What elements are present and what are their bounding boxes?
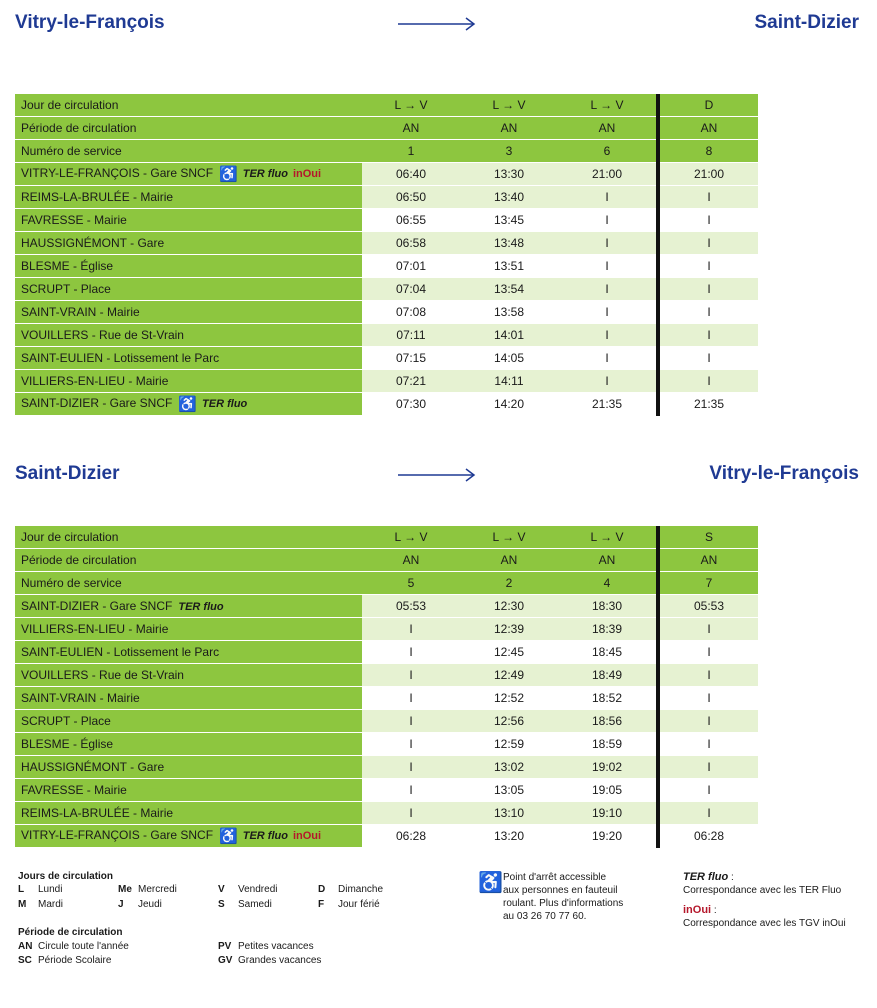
header-label: Numéro de service xyxy=(15,140,362,163)
time-cell: 13:40 xyxy=(460,186,558,209)
time-cell: 13:20 xyxy=(460,825,558,848)
time-cell: 13:45 xyxy=(460,209,558,232)
table-row xyxy=(15,163,758,186)
stop-name: SAINT-VRAIN - Mairie xyxy=(21,305,140,319)
time-cell: I xyxy=(658,641,758,664)
destination-label: Vitry-le-François xyxy=(709,463,859,484)
time-cell: 13:02 xyxy=(460,756,558,779)
header-cell: 3 xyxy=(460,140,558,163)
stop-name: REIMS-LA-BRULÉE - Mairie xyxy=(21,190,174,204)
wheelchair-icon: ♿ xyxy=(219,827,238,845)
stop-name-cell xyxy=(15,301,362,324)
stop-name-cell xyxy=(15,255,362,278)
header-cell: 4 xyxy=(558,572,658,595)
time-cell: 12:49 xyxy=(460,664,558,687)
legend-item: D Dimanche xyxy=(318,884,384,895)
time-cell: 07:11 xyxy=(362,324,460,347)
stop-name-cell xyxy=(15,324,362,347)
origin-label: Vitry-le-François xyxy=(15,12,165,33)
direction-header-2 xyxy=(0,463,877,493)
legend-item: PV Petites vacances xyxy=(218,941,314,952)
time-cell: I xyxy=(362,802,460,825)
table-row xyxy=(15,232,758,255)
stop-name: VILLIERS-EN-LIEU - Mairie xyxy=(21,374,169,388)
stop-name-cell xyxy=(15,370,362,393)
tgv-inoui-logo: inOui xyxy=(292,830,322,843)
legend-item: Me Mercredi xyxy=(118,884,177,895)
timetable-1 xyxy=(15,94,758,416)
header-row xyxy=(15,140,758,163)
stop-name: FAVRESSE - Mairie xyxy=(21,213,127,227)
header-cell: 5 xyxy=(362,572,460,595)
time-cell: 06:28 xyxy=(658,825,758,848)
header-cell: 1 xyxy=(362,140,460,163)
stop-name: VITRY-LE-FRANÇOIS - Gare SNCF xyxy=(21,828,214,843)
stop-name-cell xyxy=(15,664,362,687)
time-cell: I xyxy=(558,324,658,347)
header-cell: 2 xyxy=(460,572,558,595)
time-cell: 19:02 xyxy=(558,756,658,779)
time-cell: I xyxy=(658,756,758,779)
time-cell: I xyxy=(362,687,460,710)
header-cell: AN xyxy=(558,117,658,140)
time-cell: 14:20 xyxy=(460,393,558,416)
stop-name-cell xyxy=(15,595,362,618)
time-cell: I xyxy=(362,756,460,779)
legend-item: V Vendredi xyxy=(218,884,278,895)
header-cell: D xyxy=(658,94,758,117)
stop-name-cell xyxy=(15,733,362,756)
time-cell: I xyxy=(362,710,460,733)
time-cell: 12:39 xyxy=(460,618,558,641)
header-label: Jour de circulation xyxy=(15,526,362,549)
arrow-right-icon xyxy=(398,14,478,34)
time-cell: 05:53 xyxy=(362,595,460,618)
ter-desc: Correspondance avec les TER Fluo xyxy=(683,885,842,896)
time-cell: 21:35 xyxy=(558,393,658,416)
time-cell: I xyxy=(658,664,758,687)
header-label: Période de circulation xyxy=(15,117,362,140)
time-cell: I xyxy=(362,641,460,664)
time-cell: 19:10 xyxy=(558,802,658,825)
header-label: Période de circulation xyxy=(15,549,362,572)
time-cell: I xyxy=(558,301,658,324)
time-cell: 12:30 xyxy=(460,595,558,618)
legend-item: GV Grandes vacances xyxy=(218,955,322,966)
time-cell: 19:20 xyxy=(558,825,658,848)
header-cell: AN xyxy=(460,117,558,140)
table-row xyxy=(15,756,758,779)
time-cell: 21:00 xyxy=(558,163,658,186)
time-cell: 18:52 xyxy=(558,687,658,710)
ter-fluo-logo: TER fluo xyxy=(242,168,288,181)
wheelchair-icon: ♿ xyxy=(478,872,503,894)
time-cell: I xyxy=(658,733,758,756)
header-cell: 6 xyxy=(558,140,658,163)
stop-name: HAUSSIGNÉMONT - Gare xyxy=(21,760,165,774)
stop-name: VOUILLERS - Rue de St-Vrain xyxy=(21,328,184,342)
stop-name-cell xyxy=(15,232,362,255)
header-cell: L → V xyxy=(558,94,658,117)
time-cell: 13:10 xyxy=(460,802,558,825)
header-row xyxy=(15,572,758,595)
legend-item: S Samedi xyxy=(218,899,272,910)
table-row xyxy=(15,618,758,641)
time-cell: 06:50 xyxy=(362,186,460,209)
table-row xyxy=(15,687,758,710)
stop-name-cell xyxy=(15,825,362,848)
tgv-inoui-logo: inOui xyxy=(683,904,712,916)
header-cell: L → V xyxy=(362,526,460,549)
time-cell: I xyxy=(362,779,460,802)
time-cell: I xyxy=(362,618,460,641)
wheelchair-icon: ♿ xyxy=(178,395,198,413)
time-cell: 18:49 xyxy=(558,664,658,687)
time-cell: 21:35 xyxy=(658,393,758,416)
stop-name: SCRUPT - Place xyxy=(21,282,111,296)
stop-name: BLESME - Église xyxy=(21,737,114,751)
stop-name-cell xyxy=(15,710,362,733)
time-cell: 14:05 xyxy=(460,347,558,370)
time-cell: 19:05 xyxy=(558,779,658,802)
tgv-legend: inOui : xyxy=(683,904,717,916)
origin-label: Saint-Dizier xyxy=(15,463,120,484)
time-cell: I xyxy=(658,618,758,641)
legend-item: AN Circule toute l'année xyxy=(18,941,129,952)
header-label: Jour de circulation xyxy=(15,94,362,117)
stop-name: VITRY-LE-FRANÇOIS - Gare SNCF xyxy=(21,166,214,181)
time-cell: 06:55 xyxy=(362,209,460,232)
time-cell: I xyxy=(558,278,658,301)
table-row xyxy=(15,664,758,687)
header-cell: L → V xyxy=(362,94,460,117)
header-label: Numéro de service xyxy=(15,572,362,595)
stop-name: SAINT-DIZIER - Gare SNCF xyxy=(21,599,173,613)
ter-fluo-logo: TER fluo xyxy=(242,830,288,843)
header-row xyxy=(15,94,758,117)
arrow-right-icon xyxy=(398,465,478,485)
stop-name-cell xyxy=(15,278,362,301)
time-cell: 12:45 xyxy=(460,641,558,664)
time-cell: 07:04 xyxy=(362,278,460,301)
time-cell: 06:28 xyxy=(362,825,460,848)
time-cell: 12:52 xyxy=(460,687,558,710)
stop-name-cell xyxy=(15,802,362,825)
ter-fluo-logo: TER fluo xyxy=(178,600,224,613)
legend-connections xyxy=(683,871,863,929)
time-cell: 12:56 xyxy=(460,710,558,733)
stop-name-cell xyxy=(15,618,362,641)
time-cell: 07:08 xyxy=(362,301,460,324)
stop-name: SAINT-EULIEN - Lotissement le Parc xyxy=(21,351,220,365)
time-cell: I xyxy=(658,186,758,209)
header-cell: L → V xyxy=(460,526,558,549)
table-row xyxy=(15,301,758,324)
stop-name: SAINT-DIZIER - Gare SNCF xyxy=(21,396,173,411)
stop-name-cell xyxy=(15,209,362,232)
time-cell: 06:40 xyxy=(362,163,460,186)
wheelchair-icon: ♿ xyxy=(219,165,238,183)
time-cell: I xyxy=(658,710,758,733)
table-row xyxy=(15,278,758,301)
table-row xyxy=(15,779,758,802)
header-cell: S xyxy=(658,526,758,549)
header-row xyxy=(15,549,758,572)
time-cell: I xyxy=(558,209,658,232)
stop-name-cell xyxy=(15,163,362,186)
stop-name-cell xyxy=(15,393,362,416)
table-row xyxy=(15,710,758,733)
header-row xyxy=(15,526,758,549)
header-cell: AN xyxy=(658,117,758,140)
header-row xyxy=(15,117,758,140)
time-cell: 05:53 xyxy=(658,595,758,618)
legend-item: L Lundi xyxy=(18,884,63,895)
stop-name-cell xyxy=(15,687,362,710)
header-cell: AN xyxy=(362,117,460,140)
table-row xyxy=(15,347,758,370)
time-cell: I xyxy=(658,324,758,347)
time-cell: I xyxy=(658,301,758,324)
time-cell: 18:30 xyxy=(558,595,658,618)
header-cell: AN xyxy=(460,549,558,572)
legend-item: J Jeudi xyxy=(118,899,162,910)
stop-name: SAINT-VRAIN - Mairie xyxy=(21,691,140,705)
ter-legend: TER fluo : xyxy=(683,871,734,883)
legend-item: SC Période Scolaire xyxy=(18,955,112,966)
destination-label: Saint-Dizier xyxy=(754,12,859,33)
time-cell: 13:48 xyxy=(460,232,558,255)
table-row xyxy=(15,209,758,232)
time-cell: 12:59 xyxy=(460,733,558,756)
time-cell: I xyxy=(658,687,758,710)
stop-name-cell xyxy=(15,347,362,370)
time-cell: 18:59 xyxy=(558,733,658,756)
time-cell: I xyxy=(658,232,758,255)
time-cell: I xyxy=(658,278,758,301)
time-cell: 18:39 xyxy=(558,618,658,641)
header-cell: 8 xyxy=(658,140,758,163)
time-cell: 13:30 xyxy=(460,163,558,186)
time-cell: 13:51 xyxy=(460,255,558,278)
stop-name-cell xyxy=(15,779,362,802)
header-cell: AN xyxy=(558,549,658,572)
stop-name: REIMS-LA-BRULÉE - Mairie xyxy=(21,806,174,820)
table-row xyxy=(15,370,758,393)
legend-days xyxy=(18,871,418,1001)
time-cell: 13:05 xyxy=(460,779,558,802)
time-cell: I xyxy=(558,370,658,393)
accessibility-text: Point d'arrêt accessible aux personnes en fauteuil roulant. Plus d'informations au 03 26 70 77 60. xyxy=(503,872,624,922)
time-cell: I xyxy=(658,347,758,370)
table-row xyxy=(15,255,758,278)
table-row xyxy=(15,595,758,618)
header-cell: AN xyxy=(362,549,460,572)
table-row xyxy=(15,733,758,756)
direction-header-1 xyxy=(0,12,877,42)
time-cell: I xyxy=(658,802,758,825)
time-cell: 13:54 xyxy=(460,278,558,301)
ter-fluo-logo: TER fluo xyxy=(202,398,248,411)
stop-name: SAINT-EULIEN - Lotissement le Parc xyxy=(21,645,220,659)
stop-name-cell xyxy=(15,186,362,209)
time-cell: I xyxy=(558,186,658,209)
stop-name-cell xyxy=(15,756,362,779)
time-cell: 07:01 xyxy=(362,255,460,278)
legend-item: F Jour férié xyxy=(318,899,380,910)
time-cell: 13:58 xyxy=(460,301,558,324)
stop-name: VILLIERS-EN-LIEU - Mairie xyxy=(21,622,169,636)
tgv-inoui-logo: inOui xyxy=(292,168,322,181)
stop-name: HAUSSIGNÉMONT - Gare xyxy=(21,236,165,250)
stop-name-cell xyxy=(15,641,362,664)
tgv-desc: Correspondance avec les TGV inOui xyxy=(683,918,846,929)
time-cell: I xyxy=(558,255,658,278)
header-cell: 7 xyxy=(658,572,758,595)
table-row xyxy=(15,393,758,416)
stop-name: FAVRESSE - Mairie xyxy=(21,783,127,797)
time-cell: I xyxy=(658,255,758,278)
stop-name: VOUILLERS - Rue de St-Vrain xyxy=(21,668,184,682)
table-row xyxy=(15,641,758,664)
table-row xyxy=(15,324,758,347)
time-cell: I xyxy=(658,779,758,802)
stop-name: BLESME - Église xyxy=(21,259,114,273)
time-cell: 21:00 xyxy=(658,163,758,186)
time-cell: I xyxy=(362,664,460,687)
table-row xyxy=(15,802,758,825)
time-cell: 07:30 xyxy=(362,393,460,416)
time-cell: 06:58 xyxy=(362,232,460,255)
ter-fluo-logo: TER fluo xyxy=(683,871,729,883)
time-cell: I xyxy=(658,209,758,232)
legend-days-title: Jours de circulation xyxy=(18,871,114,882)
header-cell: L → V xyxy=(558,526,658,549)
legend-item: M Mardi xyxy=(18,899,64,910)
time-cell: I xyxy=(558,232,658,255)
table-row xyxy=(15,186,758,209)
time-cell: 14:11 xyxy=(460,370,558,393)
stop-name: SCRUPT - Place xyxy=(21,714,111,728)
time-cell: 14:01 xyxy=(460,324,558,347)
header-cell: AN xyxy=(658,549,758,572)
time-cell: 18:56 xyxy=(558,710,658,733)
time-cell: I xyxy=(558,347,658,370)
legend-period-title: Période de circulation xyxy=(18,927,123,938)
time-cell: 18:45 xyxy=(558,641,658,664)
timetable-2 xyxy=(15,526,758,848)
time-cell: I xyxy=(658,370,758,393)
time-cell: 07:15 xyxy=(362,347,460,370)
header-cell: L → V xyxy=(460,94,558,117)
time-cell: 07:21 xyxy=(362,370,460,393)
time-cell: I xyxy=(362,733,460,756)
table-row xyxy=(15,825,758,848)
